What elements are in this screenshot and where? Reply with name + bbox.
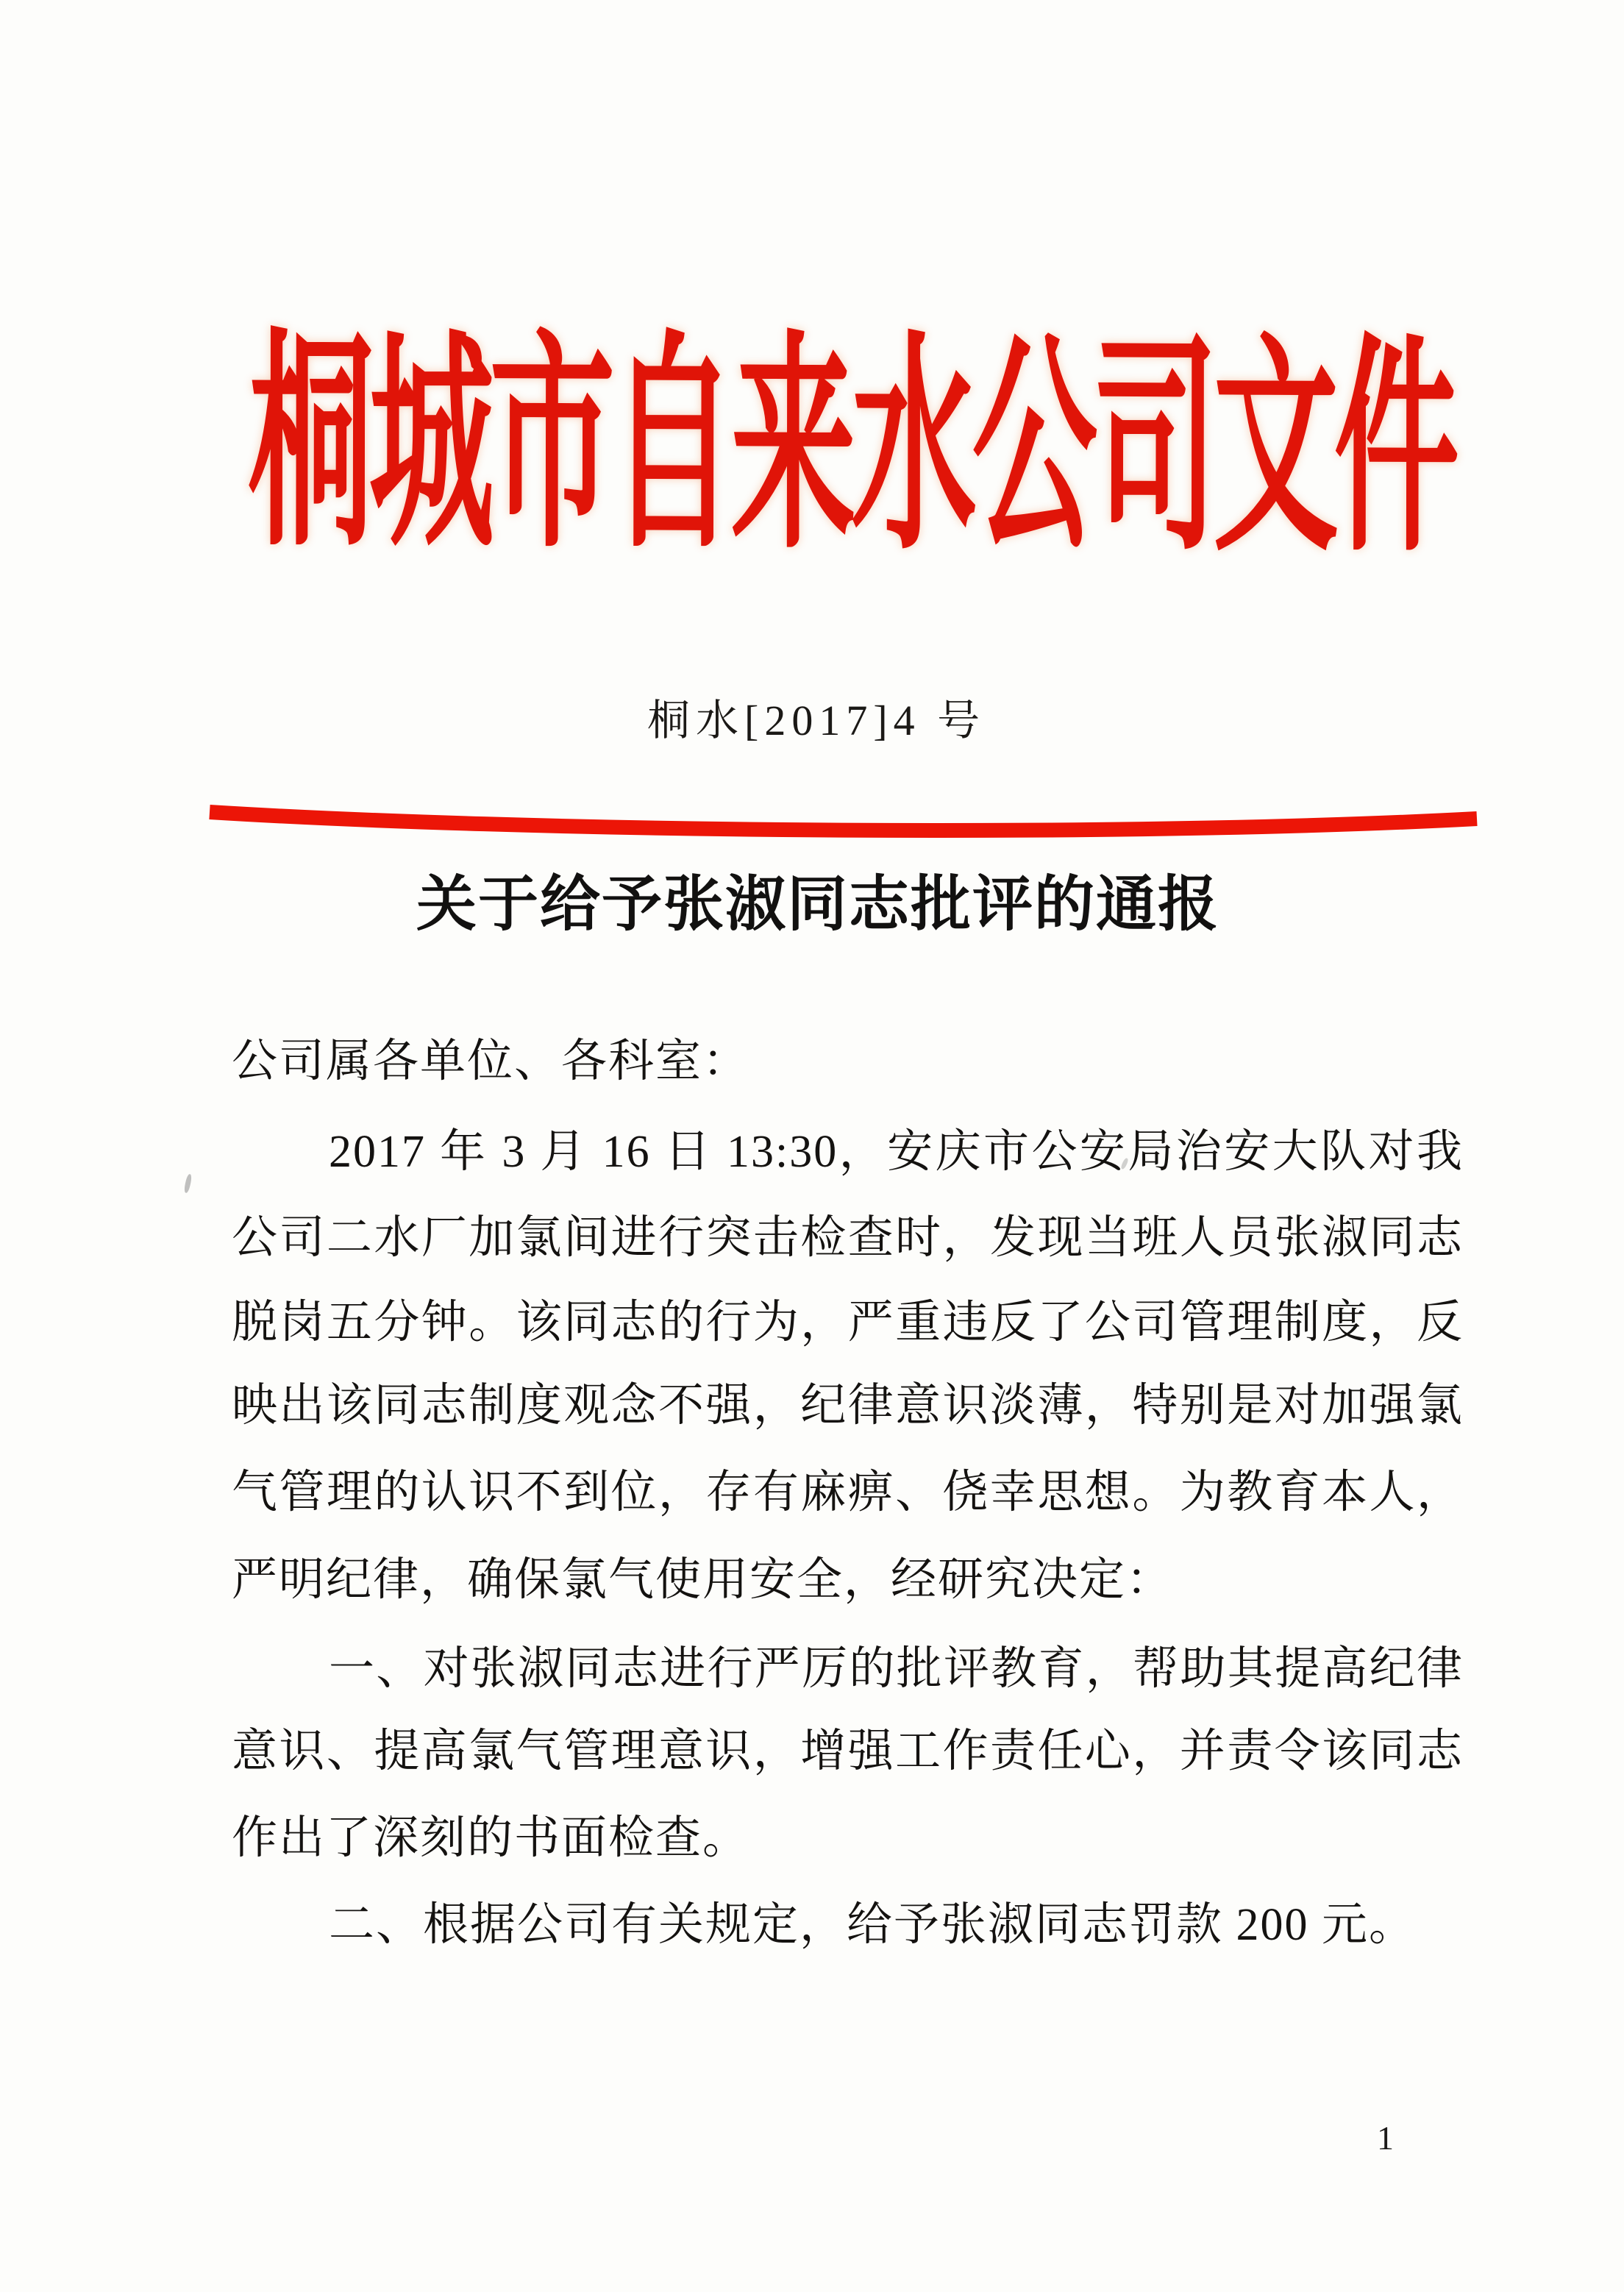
body-line: 映出该同志制度观念不强，纪律意识淡薄，特别是对加强氯 (232, 1381, 1464, 1431)
body-line: 意识、提高氯气管理意识，增强工作责任心，并责令该同志 (232, 1726, 1464, 1776)
salutation-line: 公司属各单位、各科室： (232, 1036, 750, 1086)
letterhead-company-title: 桐城市自来水公司文件 (248, 317, 1456, 580)
page-number: 1 (1377, 2119, 1394, 2157)
body-line: 二、根据公司有关规定，给予张淑同志罚款 200 元。 (329, 1900, 1417, 1950)
notice-title: 关于给予张淑同志批评的通报 (416, 871, 1219, 938)
body-line: 气管理的认识不到位，存有麻痹、侥幸思想。为教育本人， (232, 1467, 1464, 1517)
body-line: 公司二水厂加氯间进行突击检查时，发现当班人员张淑同志 (232, 1213, 1464, 1263)
body-line: 一、对张淑同志进行严厉的批评教育，帮助其提高纪律 (329, 1644, 1464, 1694)
body-line: 脱岗五分钟。该同志的行为，严重违反了公司管理制度，反 (232, 1298, 1464, 1348)
body-line: 作出了深刻的书面检查。 (232, 1813, 750, 1863)
body-line: 严明纪律，确保氯气使用安全，经研究决定： (232, 1555, 1174, 1605)
scan-speck (183, 1174, 192, 1194)
body-line: 2017 年 3 月 16 日 13:30，安庆市公安局治安大队对我 (329, 1127, 1464, 1177)
red-divider-line (0, 787, 1624, 853)
document-number: 桐水[2017]4 号 (647, 697, 986, 744)
